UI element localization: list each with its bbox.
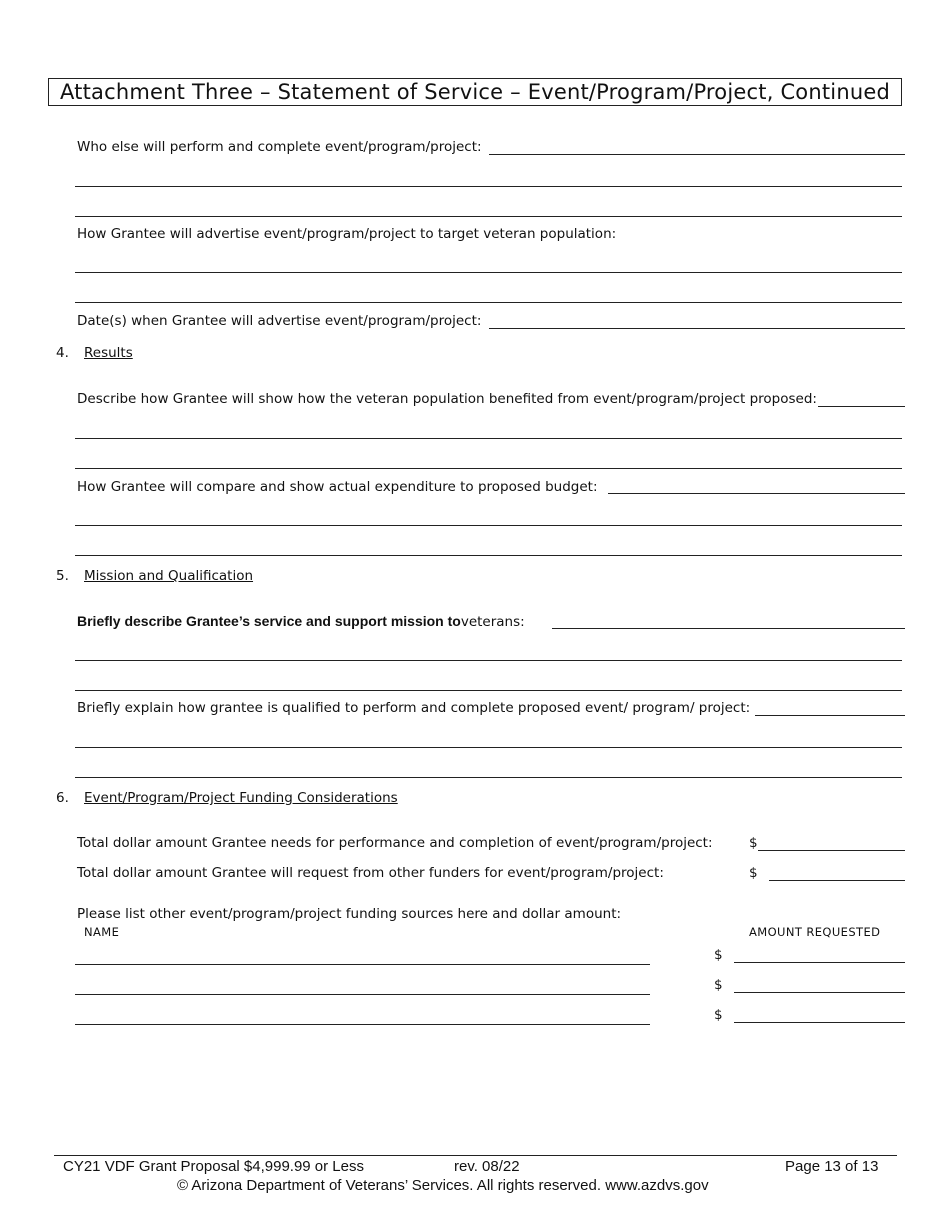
- benefit-field[interactable]: [818, 406, 905, 407]
- total-request-dollar-sign: $: [749, 865, 758, 881]
- who-else-field-line-2[interactable]: [75, 186, 902, 187]
- section-6-title: Event/Program/Project Funding Considerations: [84, 790, 398, 806]
- expenditure-field[interactable]: [608, 493, 905, 494]
- mission-label-bold: Briefly describe Grantee’s service and support mission to: [77, 613, 461, 629]
- advertise-field-line-2[interactable]: [75, 302, 902, 303]
- benefit-label: Describe how Grantee will show how the veteran population benefited from event/program/project proposed:: [77, 391, 817, 407]
- funding-amount-field-2[interactable]: [734, 992, 905, 993]
- funding-amount-dollar-sign-1: $: [714, 947, 723, 963]
- who-else-field-line-3[interactable]: [75, 216, 902, 217]
- funding-source-name-field-1[interactable]: [75, 964, 650, 965]
- qualified-field[interactable]: [755, 715, 905, 716]
- amount-column-header: AMOUNT REQUESTED: [749, 925, 881, 939]
- footer-revision: rev. 08/22: [454, 1158, 520, 1175]
- benefit-field-line-2[interactable]: [75, 438, 902, 439]
- section-5-number: 5.: [56, 568, 69, 584]
- section-4-title: Results: [84, 345, 133, 361]
- funding-amount-field-3[interactable]: [734, 1022, 905, 1023]
- advertise-label: How Grantee will advertise event/program/project to target veteran population:: [77, 226, 617, 242]
- section-6-number: 6.: [56, 790, 69, 806]
- expenditure-label: How Grantee will compare and show actual expenditure to proposed budget:: [77, 479, 598, 495]
- total-needs-field[interactable]: [758, 850, 905, 851]
- total-request-field[interactable]: [769, 880, 905, 881]
- qualified-field-line-2[interactable]: [75, 747, 902, 748]
- qualified-label: Briefly explain how grantee is qualified to perform and complete proposed event/ program/ project:: [77, 700, 751, 716]
- funding-amount-field-1[interactable]: [734, 962, 905, 963]
- footer-form-name: CY21 VDF Grant Proposal $4,999.99 or Less: [63, 1158, 364, 1175]
- footer-page-number: Page 13 of 13: [785, 1158, 879, 1175]
- footer-copyright: © Arizona Department of Veterans’ Services. All rights reserved. www.azdvs.gov: [177, 1177, 709, 1194]
- expenditure-field-line-3[interactable]: [75, 555, 902, 556]
- who-else-label: Who else will perform and complete event/program/project:: [77, 139, 482, 155]
- mission-field-line-2[interactable]: [75, 660, 902, 661]
- total-needs-label: Total dollar amount Grantee needs for performance and completion of event/program/project:: [77, 835, 713, 851]
- funding-amount-dollar-sign-3: $: [714, 1007, 723, 1023]
- advertise-dates-field[interactable]: [489, 328, 905, 329]
- who-else-field[interactable]: [489, 154, 905, 155]
- mission-field[interactable]: [552, 628, 905, 629]
- funding-source-name-field-3[interactable]: [75, 1024, 650, 1025]
- section-5-title: Mission and Qualification: [84, 568, 254, 584]
- qualified-field-line-3[interactable]: [75, 777, 902, 778]
- footer-divider: [54, 1155, 897, 1156]
- list-sources-label: Please list other event/program/project funding sources here and dollar amount:: [77, 906, 622, 922]
- section-4-number: 4.: [56, 345, 69, 361]
- benefit-field-line-3[interactable]: [75, 468, 902, 469]
- mission-label-rest: veterans:: [460, 614, 525, 630]
- funding-source-name-field-2[interactable]: [75, 994, 650, 995]
- mission-field-line-3[interactable]: [75, 690, 902, 691]
- page-title: Attachment Three – Statement of Service – Event/Program/Project, Continued: [48, 78, 902, 106]
- advertise-field-line-1[interactable]: [75, 272, 902, 273]
- name-column-header: NAME: [84, 925, 120, 939]
- expenditure-field-line-2[interactable]: [75, 525, 902, 526]
- mission-label: [77, 613, 525, 630]
- funding-amount-dollar-sign-2: $: [714, 977, 723, 993]
- total-request-label: Total dollar amount Grantee will request from other funders for event/program/project:: [77, 865, 664, 881]
- advertise-dates-label: Date(s) when Grantee will advertise event/program/project:: [77, 313, 482, 329]
- total-needs-dollar-sign: $: [749, 835, 758, 851]
